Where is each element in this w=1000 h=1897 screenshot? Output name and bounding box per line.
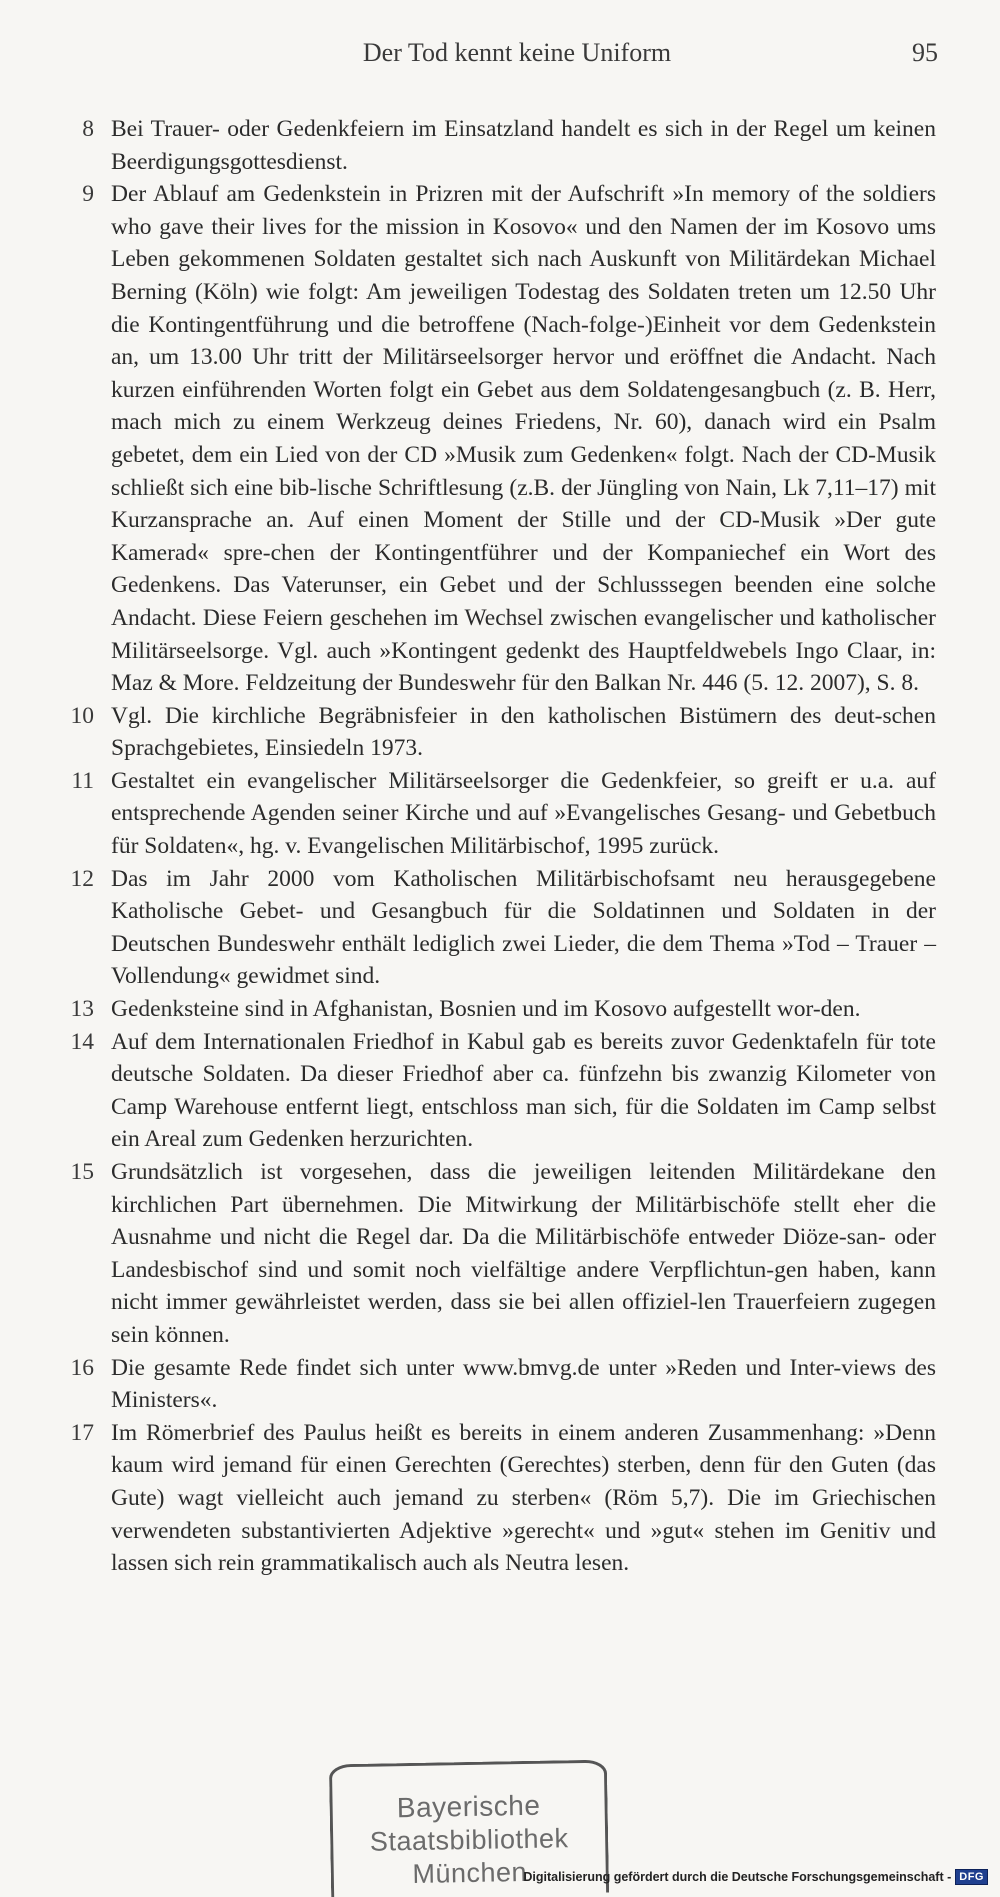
endnote-number: 16 <box>70 1354 94 1381</box>
endnote-item <box>48 1026 936 1156</box>
endnote-item <box>48 700 936 765</box>
endnote-item <box>48 1156 936 1352</box>
endnote-number: 15 <box>70 1159 94 1185</box>
endnote-number: 14 <box>70 1028 94 1055</box>
page-number: 95 <box>912 38 938 67</box>
endnote-number: 17 <box>70 1419 94 1446</box>
running-title: Der Tod kennt keine Uniform <box>362 38 672 67</box>
endnote-item <box>48 1417 936 1580</box>
stamp-line-3: München <box>412 1856 528 1889</box>
endnote-text: Grundsätzlich ist vorgesehen, dass die jeweiligen leitenden Militärdekane den kirchlichen Part übernehmen. Die Mitwirkung der Militärbischöfe stellt eher die Ausnahme und nicht die Regel dar. Da die Militärbischöfe entweder Diöze-san- oder Landesbischof sind und somit noch vielfältige andere Verpflichtun-gen haben, kann nicht immer gewährleistet werden, dass sie bei allen offiziel-len Trauerfeiern zugegen sein können. <box>111 1159 936 1348</box>
endnotes-list <box>48 113 936 1580</box>
endnote-text: Das im Jahr 2000 vom Katholischen Militärbischofsamt neu herausgegebene Katholische Gebet- und Gesangbuch für die Soldatinnen und Soldaten in der Deutschen Bundeswehr enthält lediglich zwei Lieder, die dem Thema »Tod – Trauer – Vollendung« gewidmet sind. <box>111 865 936 990</box>
endnote-item <box>48 765 936 863</box>
dfg-logo: DFG <box>955 1869 988 1885</box>
endnote-number: 8 <box>82 116 94 142</box>
endnote-number: 10 <box>70 702 94 729</box>
endnote-text: Bei Trauer- oder Gedenkfeiern im Einsatzland handelt es sich in der Regel um keinen Beerdigungsgottesdienst. <box>111 116 936 175</box>
endnote-number: 11 <box>71 767 94 794</box>
endnote-text: Im Römerbrief des Paulus heißt es bereits in einem anderen Zusammenhang: »Denn kaum wird jemand für einen Gerechten (Gerechtes) sterben, denn für den Guten (das Gute) wagt vielleicht auch jemand zu sterben« (Röm 5,7). Die im Griechischen verwendeten substantivierten Adjektive »gerecht« und »gut« stehen im Genitiv und lassen sich rein grammatikalisch auch als Neutra lesen. <box>111 1419 936 1577</box>
endnote-text: Die gesamte Rede findet sich unter www.bmvg.de unter »Reden und Inter-views des Ministers«. <box>111 1354 936 1414</box>
running-header <box>96 38 938 78</box>
endnote-number: 9 <box>82 181 94 208</box>
endnote-text: Auf dem Internationalen Friedhof in Kabul gab es bereits zuvor Gedenktafeln für tote deutsche Soldaten. Da dieser Friedhof aber ca. fünfzehn bis zwanzig Kilometer von Camp Warehouse entfernt liegt, entschloss man sich, für die Soldaten im Camp selbst ein Areal zum Gedenken herzurichten. <box>111 1028 936 1153</box>
endnote-item <box>48 178 936 700</box>
endnote-number: 12 <box>70 865 94 892</box>
footer-text: Digitalisierung gefördert durch die Deutsche Forschungsgemeinschaft - <box>523 1870 952 1884</box>
digitization-footer <box>523 1866 988 1888</box>
endnote-item <box>48 993 936 1026</box>
endnote-text: Der Ablauf am Gedenkstein in Prizren mit der Aufschrift »In memory of the soldiers who gave their lives for the mission in Kosovo« und den Namen der im Kosovo ums Leben gekommenen Soldaten gestaltet sich nach Auskunft von Militärdekan Michael Berning (Köln) wie folgt: Am jeweiligen Todestag des Soldaten treten um 12.50 Uhr die Kontingentführung und die betroffene (Nach-folge-)Einheit vor dem Gedenkstein an, um 13.00 Uhr tritt der Militärseelsorger hervor und eröffnet die Andacht. Nach kurzen einführenden Worten folgt ein Gebet aus dem Soldatengesangbuch (z. B. Herr, mach mich zu einem Werkzeug deines Friedens, Nr. 60), danach wird ein Psalm gebetet, dem ein Lied von der CD »Musik zum Gedenken« folgt. Nach der CD-Musik schließt sich eine bib-lische Schriftlesung (z.B. der Jüngling von Nain, Lk 7,11–17) mit Kurzansprache an. Auf einen Moment der Stille und der CD-Musik »Der gute Kamerad« spre-chen der Kontingentführer und der Kompaniechef ein Wort des Gedenkens. Das Vaterunser, ein Gebet und der Schlusssegen beenden eine solche Andacht. Diese Feiern geschehen im Wechsel zwischen evangelischer und katholischer Militärseelsorge. Vgl. auch »Kontingent gedenkt des Hauptfeldwebels Ingo Claar, in: Maz & More. Feldzeitung der Bundeswehr für den Balkan Nr. 446 (5. 12. 2007), S. 8. <box>111 181 936 697</box>
endnote-item <box>48 113 936 178</box>
endnote-text: Vgl. Die kirchliche Begräbnisfeier in den katholischen Bistümern des deut-schen Sprachgebietes, Einsiedeln 1973. <box>111 702 936 762</box>
stamp-line-1: Bayerische <box>396 1789 541 1824</box>
endnote-text: Gedenksteine sind in Afghanistan, Bosnien und im Kosovo aufgestellt wor-den. <box>111 996 861 1023</box>
endnote-number: 13 <box>70 996 94 1023</box>
endnote-item <box>48 1352 936 1417</box>
stamp-line-2: Staatsbibliothek <box>369 1823 569 1857</box>
endnote-text: Gestaltet ein evangelischer Militärseelsorger die Gedenkfeier, so greift er u.a. auf entsprechende Agenden seiner Kirche und auf »Evangelisches Gesang- und Gebetbuch für Soldaten«, hg. v. Evangelischen Militärbischof, 1995 zurück. <box>111 767 936 860</box>
endnote-item <box>48 863 936 993</box>
